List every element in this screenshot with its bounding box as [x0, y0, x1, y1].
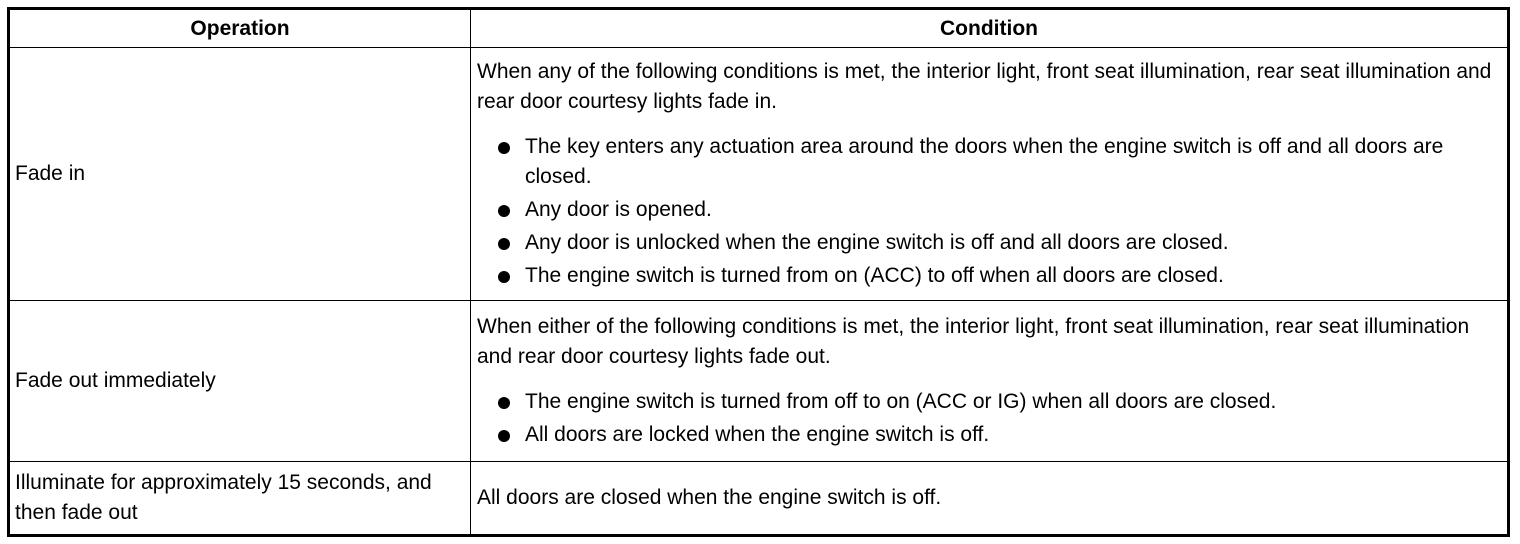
header-operation: Operation: [9, 9, 471, 48]
list-item-text: Any door is opened.: [525, 197, 712, 221]
operation-cell: Fade out immediately: [9, 301, 471, 462]
condition-intro: When any of the following conditions is met, the interior light, front seat illumination, rear seat illumination and rear door courtesy lights fade in.: [477, 59, 1492, 113]
list-item: [477, 420, 1499, 450]
list-item: [477, 195, 1499, 225]
bullet-icon: [498, 397, 510, 409]
list-item-text: All doors are locked when the engine switch is off.: [525, 422, 990, 446]
bullet-icon: [498, 271, 510, 283]
header-condition: Condition: [471, 9, 1509, 48]
list-item-text: The engine switch is turned from on (ACC) to off when all doors are closed.: [525, 263, 1224, 287]
operation-condition-table: [7, 7, 1510, 537]
condition-intro: When either of the following conditions is met, the interior light, front seat illumination, rear seat illumination and rear door courtesy lights fade out.: [477, 314, 1470, 368]
condition-list: [477, 387, 1499, 450]
condition-cell: [471, 48, 1509, 301]
table-row: [9, 48, 1509, 301]
header-row: [9, 9, 1509, 48]
operation-cell: Fade in: [9, 48, 471, 301]
condition-cell: [471, 462, 1509, 536]
operation-cell: Illuminate for approximately 15 seconds, and then fade out: [9, 462, 471, 536]
bullet-icon: [498, 238, 510, 250]
list-item-text: The key enters any actuation area around the doors when the engine switch is off and all doors are closed.: [525, 134, 1444, 188]
bullet-icon: [498, 205, 510, 217]
table-row: [9, 301, 1509, 462]
list-item: [477, 132, 1499, 192]
bullet-icon: [498, 142, 510, 154]
list-item-text: The engine switch is turned from off to on (ACC or IG) when all doors are closed.: [525, 389, 1277, 413]
condition-cell: [471, 301, 1509, 462]
list-item-text: Any door is unlocked when the engine switch is off and all doors are closed.: [525, 230, 1229, 254]
table-row: [9, 462, 1509, 536]
bullet-icon: [498, 430, 510, 442]
condition-intro: All doors are closed when the engine switch is off.: [477, 486, 942, 509]
condition-list: [477, 132, 1499, 291]
list-item: [477, 228, 1499, 258]
list-item: [477, 387, 1499, 417]
list-item: [477, 261, 1499, 291]
